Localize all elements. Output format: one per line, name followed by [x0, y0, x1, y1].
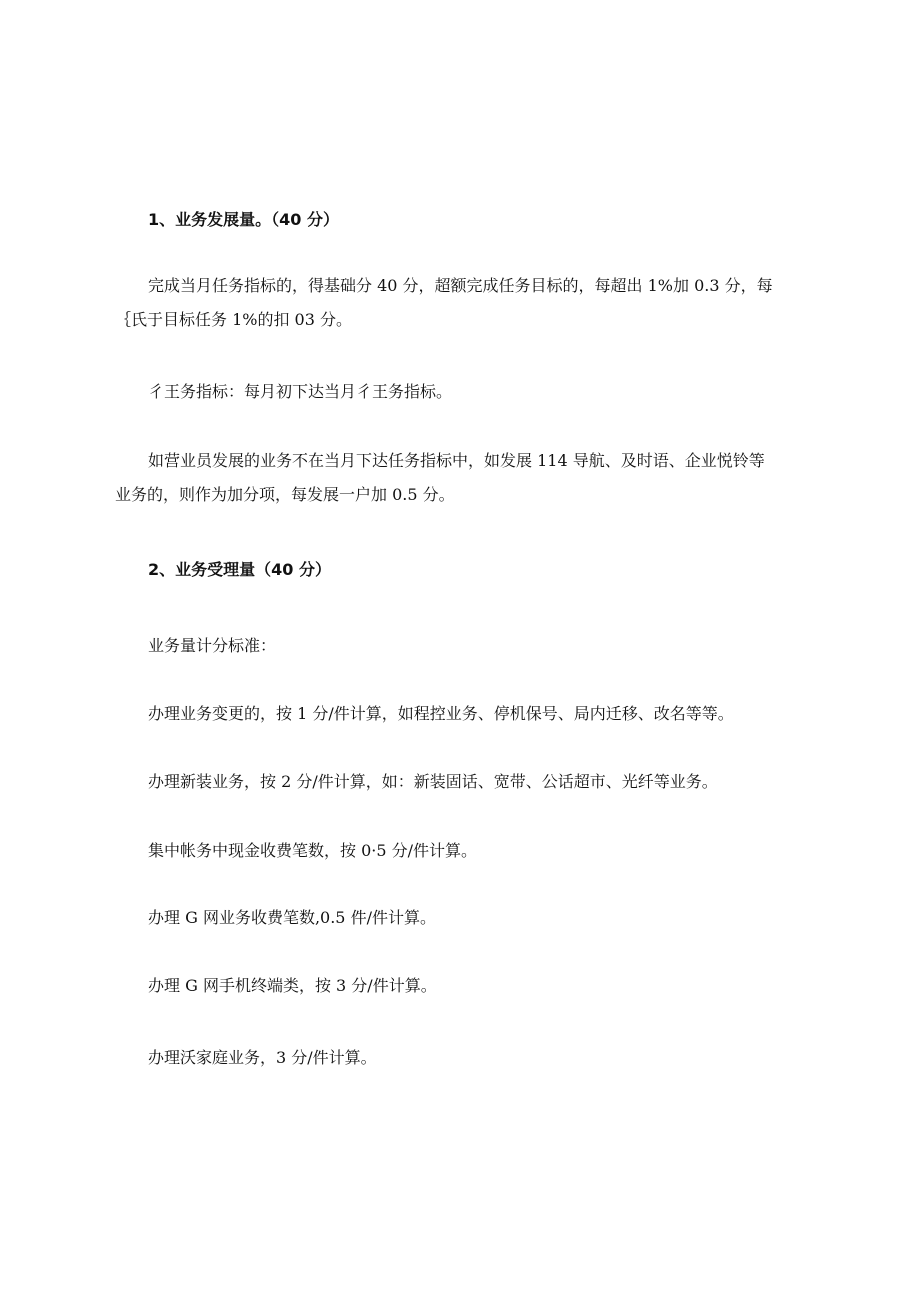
- section1-para2: 彳王务指标：每月初下达当月彳王务指标。: [148, 382, 453, 401]
- section1-para3-line1: 如营业员发展的业务不在当月下达任务指标中，如发展 114 导航、及时语、企业悦铃等: [148, 451, 765, 470]
- section1-para1-line2: ｛氏于目标任务 1%的扣 03 分。: [115, 310, 353, 329]
- list-item: 办理沃家庭业务，3 分/件计算。: [148, 1048, 377, 1067]
- section1-para1-line1: 完成当月任务指标的，得基础分 40 分，超额完成任务目标的，每超出 1%加 0.3 分，每: [148, 276, 773, 295]
- section1-para3-line2: 业务的，则作为加分项，每发展一户加 0.5 分。: [115, 485, 455, 504]
- list-item: 集中帐务中现金收费笔数，按 0·5 分/件计算。: [148, 841, 478, 860]
- list-item: 办理 G 网业务收费笔数,0.5 件/件计算。: [148, 908, 436, 927]
- section2-heading: 2、业务受理量（40 分）: [148, 560, 331, 579]
- list-item: 办理 G 网手机终端类，按 3 分/件计算。: [148, 976, 437, 995]
- list-item: 办理业务变更的，按 1 分/件计算，如程控业务、停机保号、局内迁移、改名等等。: [148, 704, 734, 723]
- list-item: 办理新装业务，按 2 分/件计算，如：新装固话、宽带、公话超市、光纤等业务。: [148, 772, 718, 791]
- list-item: 业务量计分标准：: [148, 636, 277, 655]
- section1-heading: 1、业务发展量。（40 分）: [148, 210, 339, 229]
